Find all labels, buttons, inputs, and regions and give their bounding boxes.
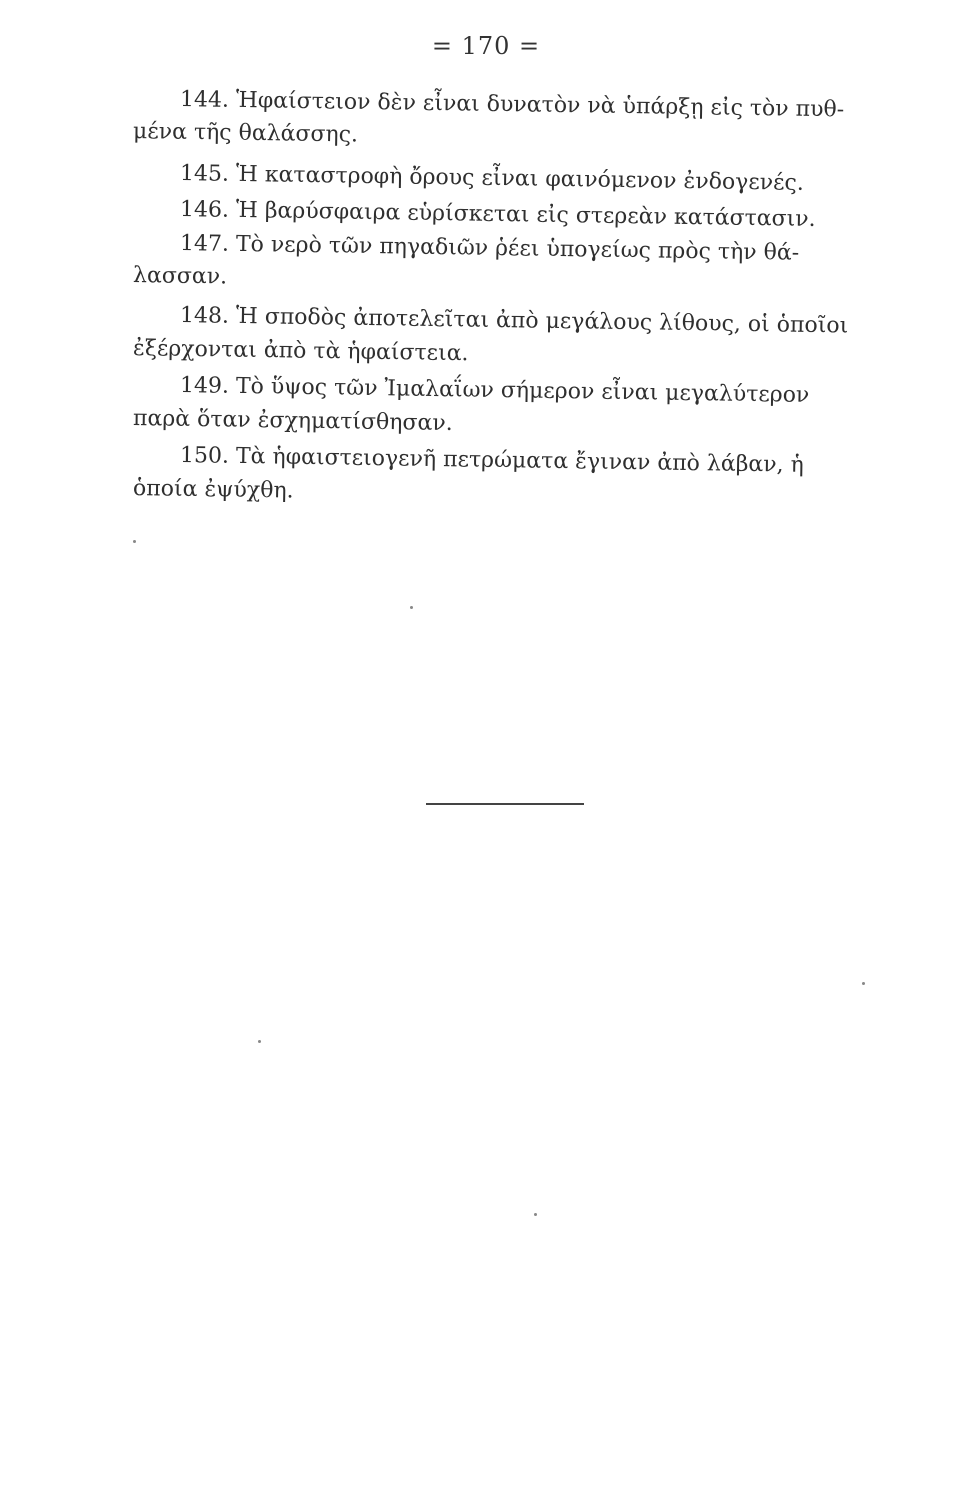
section-divider-rule xyxy=(426,803,584,805)
page-number: = 170 = xyxy=(431,32,541,60)
exercise-148-line-2: ἐξέρχονται ἀπὸ τὰ ἡφαίστεια. xyxy=(132,336,469,367)
exercise-144-line-1: 144. Ἡφαίστειον δὲν εἶναι δυνατὸν νὰ ὑπάρξῃ εἰς τὸν πυθ- xyxy=(179,87,845,123)
exercise-146-line: 146. Ἡ βαρύσφαιρα εὑρίσκεται εἰς στερεὰν κατάστασιν. xyxy=(179,197,816,232)
print-speck xyxy=(258,1040,261,1043)
exercise-149-line-2: παρὰ ὅταν ἐσχηματίσθησαν. xyxy=(132,406,453,437)
exercise-150-line-1: 150. Τὰ ἡφαιστειογενῆ πετρώματα ἔγιναν ἀπὸ λάβαν, ἡ xyxy=(179,443,804,478)
print-speck xyxy=(410,606,413,609)
exercise-150-line-2: ὁποία ἐψύχθη. xyxy=(132,476,294,504)
print-speck xyxy=(534,1213,537,1216)
exercise-147-line-2: λασσαν. xyxy=(132,263,228,290)
print-speck xyxy=(133,540,136,543)
exercise-148-line-1: 148. Ἡ σποδὸς ἀποτελεῖται ἀπὸ μεγάλους λίθους, οἱ ὁποῖοι xyxy=(179,303,849,339)
print-speck xyxy=(862,982,865,985)
exercise-144-line-2: μένα τῆς θαλάσσης. xyxy=(132,119,359,148)
exercise-149-line-1: 149. Τὸ ὕψος τῶν Ἰμαλαΐων σήμερον εἶναι μεγαλύτερον xyxy=(179,373,810,408)
exercise-147-line-1: 147. Τὸ νερὸ τῶν πηγαδιῶν ῥέει ὑπογείως πρὸς τὴν θά- xyxy=(179,231,800,266)
exercise-145-line: 145. Ἡ καταστροφὴ ὄρους εἶναι φαινόμενον ἐνδογενές. xyxy=(179,161,804,196)
